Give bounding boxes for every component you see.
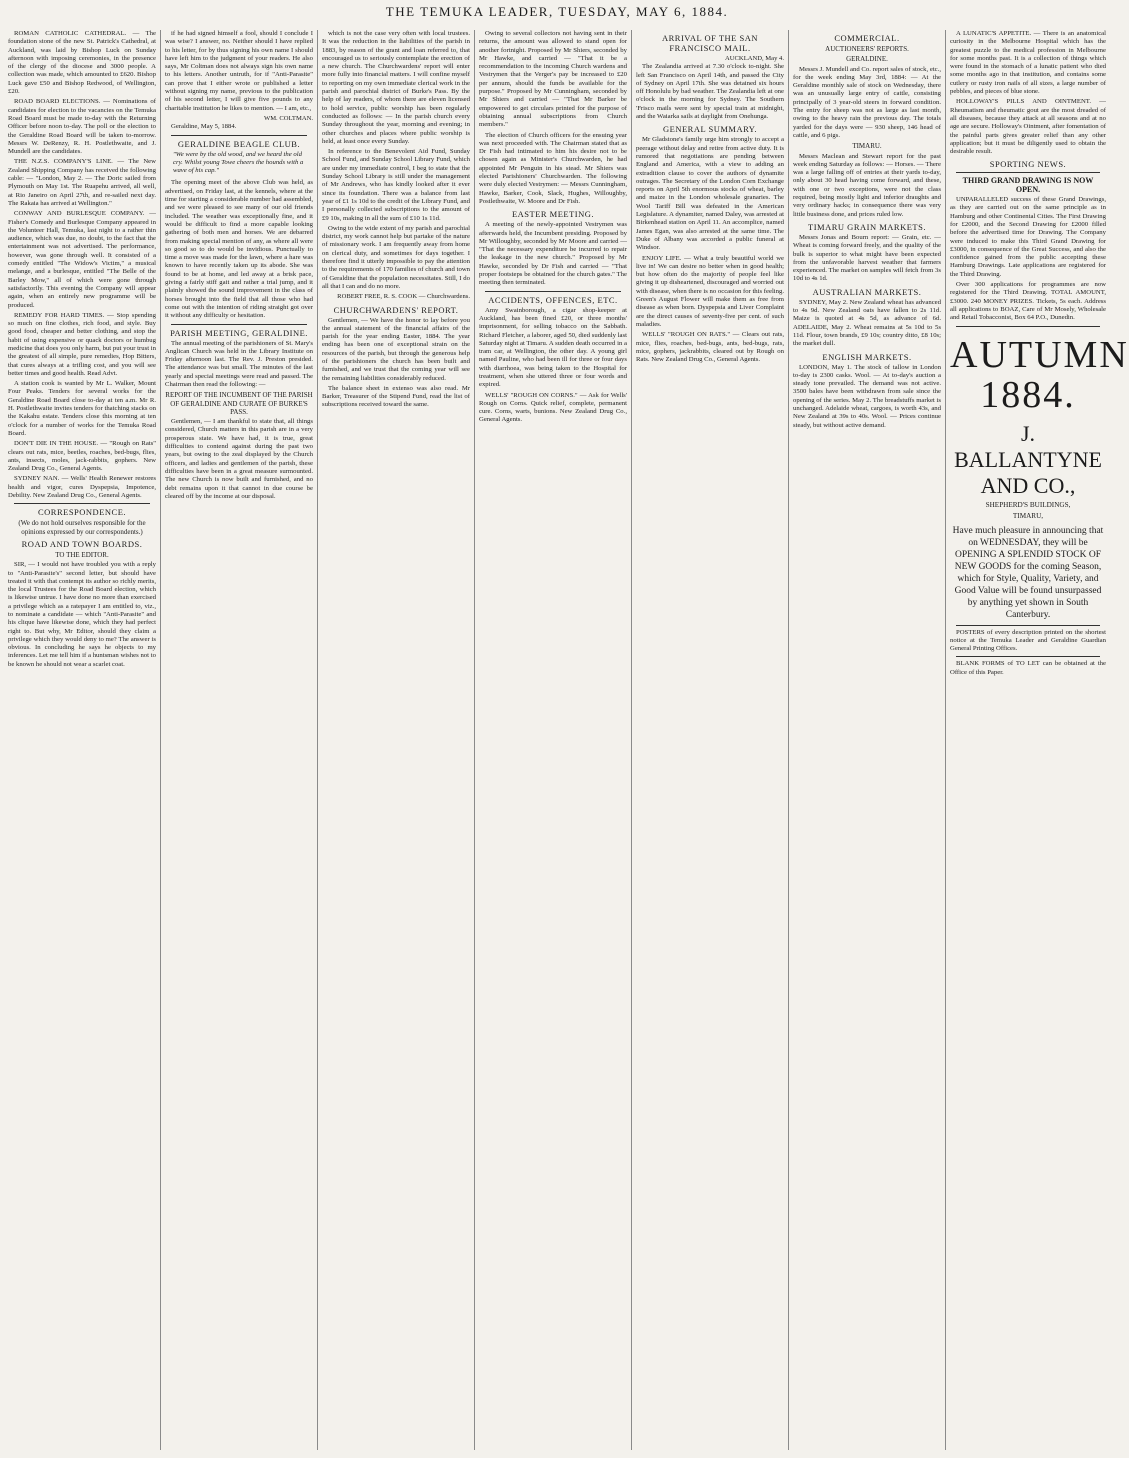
report-signature: ROBERT FREE, R. S. COOK — Churchwardens. (337, 293, 470, 301)
section-heading-accidents: ACCIDENTS, OFFENCES, ETC. (488, 294, 618, 305)
section-heading-beagle-club: GERALDINE BEAGLE CLUB. (177, 138, 301, 149)
section-heading-vestry-meeting: EASTER MEETING. (511, 209, 595, 220)
divider (171, 324, 307, 325)
advert-holloway: HOLLOWAY'S PILLS AND OINTMENT. — Rheumatism and rheumatic gout are the most dreaded of all diseases, because they attack at all seasons and at no age are secure. Holloway's Ointment, after fomentation of the painful parts gives greater relief than any other application; but it must be diligently used to obtain the desirable result. (950, 98, 1106, 156)
report-english-markets: LONDON, May 1. The stock of tallow in London to-day is 2300 casks. Wool. — At to-day's auction a steady tone prevailed. The demand was not active. 3500 bales have been withdrawn from sale since the opening of the series. May 2. The breadstuffs market is unchanged. Adelaide wheat, cargoes, is worth 43s, and New Zealand at 39s to 40s. Wool. — Prices continue steady, but without active demand. (793, 363, 941, 429)
letter-salutation: TO THE EDITOR. (55, 550, 109, 559)
section-heading-grain-markets: TIMARU GRAIN MARKETS. (808, 221, 926, 232)
report-geraldine-stock: Messrs J. Mundell and Co. report sales of stock, etc., for the week ending May 3rd, 1884: — At the Geraldine monthly sale of stock on Wednesday, there was an unusually large entry of cattle, consisting principally of 3 year-old steers in forward condition. The entry for sheep was not as large as last month, owing to the heavy rain the previous day. The totals yarded for the days were — 930 sheep, 146 head of cattle, and 6 pigs. (793, 65, 941, 139)
article-remedy: REMEDY FOR HARD TIMES. — Stop spending so much on fine clothes, rich food, and style. Buy good food, cheaper and better clothing, and stop the habit of using expensive or quack doctors or humbug medicine that does you only harm, but put your trust in the greatest of all simple, pure remedies, Hop Bitters, that cures always at a trifling cost, and you will see better times and good health. Read Advt. (8, 311, 156, 377)
divider (956, 656, 1100, 657)
divider (956, 625, 1100, 626)
column-1 (8, 30, 156, 1450)
advert-firm-name: J. BALLANTYNE AND CO., (954, 420, 1102, 498)
article-mail-arrival: The Zealandia arrived at 7.30 o'clock to-night. She left San Francisco on April 14th, and passed the City of Sydney on April 17th. She was detained six hours off Honolulu by bad weather. The Zealandia left at one o'clock in the morning for Sydney. The Southern 'Frisco mails were sent by special train at midnight, and the Waiarka sails at daylight from Onehunga. (636, 63, 784, 121)
report-funds: In reference to the Benevolent Aid Fund, Sunday School Fund, and Sunday School Library Fund, which are under my immediate control, I beg to state that the Sunday School Library is still under the management of Mr Andrews, who has kindly looked after it ever since its foundation. There was a balance from last year of £1 1s 10d to the credit of the Library Fund, and I personally collected subscriptions to the amount of £9 10s, making in all the sum of £10 1s 11d. (322, 148, 470, 222)
advert-enjoy-life: ENJOY LIFE. — What a truly beautiful world we live in! We can desire no better when in good health; but how often do the majority of people feel like giving it up disheartened, discouraged and worried out with disease, when there is no occasion for this feeling. Green's August Flower will make them as free from disease as when born. Dyspepsia and Liver Complaint are the direct causes of seventy-five per cent. of such maladies. (636, 254, 785, 328)
letter-signature: WM. COLTMAN. (263, 114, 313, 122)
report-grain-markets: Messrs Jonas and Bourn report: — Grain, etc. — Wheat is coming forward freely, and the quality of the bulk is superior to what might have been expected from the unfavorable harvest weather that farmers experienced. The market on samples will fetch from 3s 10d to 4s 1d. (793, 233, 941, 283)
column-4 (479, 30, 627, 1450)
advert-posters: POSTERS of every description printed on the shortest notice at the Temuka Leader and Geraldine Guardian General Printing Offices. (950, 628, 1106, 653)
vestry-meeting: A meeting of the newly-appointed Vestrymen was afterwards held, the Incumbent presiding. Proposed by Mr Willoughby, seconded by Mr Moore and carried — "That the necessary expenditure be incurred to repair the leakage in the new church." Proposed by Mr Hawke, seconded by Dr Fish and carried — "That proper footsteps be obtained for the church gates." The meeting then terminated. (479, 221, 627, 287)
report-australian-markets: SYDNEY, May 2. New Zealand wheat has advanced to 4s 9d. New Zealand oats have fallen to 2s 11d. Maize is quoted at 4s 5d, as advance of 6d. ADELAIDE, May 2. Wheat remains at 5s 10d to 5s 11d. Flour, town brands, £9 10s; country ditto, £8 10s; the market dull. (793, 298, 941, 348)
column-rule (788, 30, 789, 1450)
column-5 (636, 30, 784, 1450)
report-continued: which is not the case very often with local trustees. It was the reduction in the liabilities of the parish in 1883, by reason of the grant and loan referred to, that encouraged us to seriously contemplate the erection of a new church. The Churchwardens' report will enter more fully into financial matters. I will confine myself to reporting on my own immediate clerical work in the parish and parochial district of Burke's Pass. By the help of lay readers, of whom there are eleven licensed to hold service, public worship has been regularly conducted as follows: — In the parish church every Sunday throughout the year, morning and evening; in other churches and places where public worship is held, at least once every Sunday. (322, 30, 470, 145)
article-road-board: ROAD BOARD ELECTIONS. — Nominations of candidates for election to the vacancies on the Temuka Road Board must be made to-day with the Returning Officer before noon to-day. The poll or the election to the Geraldine Road Board will be taken to-morrow. Messrs W. DeRenzy, R. H. Postlethwaite, and J. Mundell are the candidates. (8, 98, 156, 156)
balance-sheet-note: The balance sheet in extenso was also read. Mr Barker, Treasurer of the Stipend Fund, read the list of subscriptions received toward the same. (322, 384, 470, 409)
advert-health-renewer: SYDNEY NAN. — Wells' Health Renewer restores health and vigor, cures Dyspepsia, Impotence, Debility. New Zealand Drug Co., General Agents. (8, 475, 156, 500)
section-heading-general-summary: GENERAL SUMMARY. (663, 124, 757, 135)
advert-autumn-heading: AUTUMN 1884. (950, 333, 1129, 416)
article-comedy: CONWAY AND BURLESQUE COMPANY. — Fisher's Comedy and Burlesque Company appeared in the Volunteer Hall, Temuka, last night to a rather thin audience, which was due, no doubt, to the fact that the entertainment was not advertised. The performance, however, was gone through well. It consisted of a comedy entitled "The Widow's Victim," a musical melange, and a burlesque, entitled "The Belle of the Barley Mow," all of which were gone through satisfactorily. This evening the Company will appear again, when an entirely new programme will be produced. (8, 210, 156, 309)
report-timaru-stock: Messrs Maclean and Stewart report for the past week ending Saturday as follows: — Horses. — There was a large falling off of entries at their yards to-day, only about 30 head having come forward, and these, with one or two exceptions, were not the class required, being mostly light and inferior draughts and very ordinary hacks; in consequence there was very little business done, and prices ruled low. (793, 152, 941, 218)
letter-date: Geraldine, May 5, 1884. (171, 123, 237, 131)
meeting-elections: The election of Church officers for the ensuing year was next proceeded with. The Chairman stated that as Dr Fish had intimated to him his desire not to be chosen again as Minister's Churchwarden, he had appointed Mr Penguin in his stead. Mr Shiers was elected Parishioners' Churchwarden. The following were duly elected Vestrymen: — Messrs Cunningham, Hawke, Barker, Cook, Slack, Hughes, Willoughby, Postlethwaite, W. Moore and Dr Fish. (479, 131, 627, 205)
article-catholic: ROMAN CATHOLIC CATHEDRAL. — The foundation stone of the new St. Patrick's Cathedral, at Auckland, was laid by Bishop Luck on Sunday afternoon with imposing ceremonies, in the presence of the clergy of the diocese and 3000 people. A collection was made, which amounted to £620. Bishop Luck gave £50 and Bishop Redwood, of Wellington, £20. (8, 30, 156, 96)
divider (956, 326, 1100, 327)
divider (485, 291, 621, 292)
advert-firm-town: TIMARU, (1012, 511, 1044, 520)
column-rule (160, 30, 161, 1450)
article-parish-meeting: The annual meeting of the parishioners of St. Mary's Anglican Church was held in the Library Institute on Friday afternoon last. The Rev. J. Preston presided. The attendance was but small. The minutes of the last yearly and special meetings were read and passed. The Chairman then read the following: — (165, 339, 313, 388)
advert-rough-on-corns: WELLS' "ROUGH ON CORNS." — Ask for Wells' Rough on Corns. Quick relief, complete, permanent cure. Corns, warts, bunions. New Zealand Drug Co., General Agents. (479, 391, 627, 424)
advert-rough-on-rats: DON'T DIE IN THE HOUSE. — "Rough on Rats" clears out rats, mice, beetles, roaches, bed-bugs, flies, ants, insects, moles, jack-rabbits, gophers. New Zealand Drug Co., General Agents. (8, 440, 156, 473)
subheading-auctioneers: AUCTIONEERS' REPORTS. (825, 45, 909, 53)
column-rule (474, 30, 475, 1450)
article-nzs-company: THE N.Z.S. COMPANY'S LINE. — The New Zealand Shipping Company has received the following cable: — "London, May 2. — The Doric sailed from Plymouth on May 1st. The Ruapehu arrived, all well, at Rio Janeiro on April 27th, and re-sailed next day. The Rakaia has arrived at Wellington." (8, 158, 156, 207)
meeting-resolutions: Owing to several collectors not having sent in their returns, the amount was allowed to stand open for another fortnight. Proposed by Mr Shiers, seconded by Mr Hawke, and carried — "That it be a recommendation to the incoming Church wardens and Vestrymen that the Verger's pay be increased to £20 per annum, should the funds be available for the purpose." Proposed by Mr Cunningham, seconded by Mr Shiers and carried — "That Mr Barker be empowered to get circulars printed for the purpose of obtaining annual subscriptions from Church members." (479, 30, 627, 129)
column-rule (945, 30, 946, 1450)
column-rule (317, 30, 318, 1450)
section-heading-english-markets: ENGLISH MARKETS. (822, 351, 912, 362)
section-heading-mail-arrival: ARRIVAL OF THE SAN FRANCISCO MAIL. (662, 33, 758, 53)
section-heading-sporting: SPORTING NEWS. (989, 159, 1067, 170)
drawing-body: UNPARALLELED success of these Grand Drawings, as they are carried out on the same principle as in Hamburg and other Continental Cities. The First Drawing for £2000, and the Second Drawing for £2000 filled before the advertised time for Drawing. The Company were induced to make this Third Grand Drawing for £3000, in consequence of the Great Success, and also the confidence gained from the public accepting these Hamburg Drawings. Late applications are registered for the Third Drawing. (950, 196, 1106, 278)
column-7 (950, 30, 1129, 1450)
dateline: AUCKLAND, May 4. (725, 55, 784, 62)
subheading-geraldine: GERALDINE. (846, 55, 888, 64)
letter-title: ROAD AND TOWN BOARDS. (21, 538, 143, 549)
incumbent-report: Gentlemen, — I am thankful to state that, all things considered, Church matters in this parish are in a very prosperous state. We have had, it is true, great difficulties to contend against during the past two years, but owing to the zeal displayed by the Church officers, and ladies and gentlemen of the parish, these difficulties have been in a great measure surmounted. The new Church is now built and furnished, and no debt remains upon it that cannot in due course be cleared off by the income at our disposal. (165, 418, 313, 500)
advert-firm-body: Have much pleasure in announcing that on WEDNESDAY, they will be OPENING A SPLENDID STOCK OF NEW GOODS for the coming Season, which for Style, Quality, Variety, and Good Value will be found unsurpassed by anything yet shown in South Canterbury. (952, 525, 1104, 620)
column-6 (793, 30, 941, 1450)
masthead: THE TEMUKA LEADER, TUESDAY, MAY 6, 1884. (385, 4, 729, 19)
column-3 (322, 30, 470, 1450)
article-lunatic-appetite: A LUNATIC'S APPETITE. — There is an anatomical curiosity in the Melbourne Hospital which has the greatest puzzle to the medical profession in Melbourne for some months past. It is a collection of things which were found in the stomach of a lunatic patient who died some months ago in that institution, and contains some cutlery or rusty iron nails of all sizes, a large number of pebbles, and pieces of blue stone. (950, 30, 1106, 96)
divider (956, 172, 1100, 173)
article-accidents: Amy Swainborough, a cigar shop-keeper at Auckland, has been fined £20, or three months' imprisonment, for selling tobacco on the Sabbath. Richard Fletcher, a laborer, aged 50, died suddenly last Saturday night at Timaru. A sudden death occurred in a tram car, at Wellington, the other day. A young girl named Pauline, who had been ill for three or four days with diarrhoea, was being taken to the Hospital for treatment, when she uttered three or four words and expired. (479, 306, 627, 389)
column-rule (631, 30, 632, 1450)
section-heading-correspondence: CORRESPONDENCE. (37, 507, 127, 518)
advert-blank-forms: BLANK FORMS of TO LET can be obtained at the Office of this Paper. (950, 660, 1106, 676)
drawing-heading: THIRD GRAND DRAWING IS NOW OPEN. (962, 176, 1094, 194)
divider (14, 503, 150, 504)
section-heading-parish-meeting: PARISH MEETING, GERALDINE. (170, 327, 308, 338)
advert-firm-building: SHEPHERD'S BUILDINGS, (985, 500, 1071, 509)
churchwardens-report: Gentlemen, — We have the honor to lay before you the annual statement of the financial affairs of the parish for the year ending Easter, 1884. The year ending has been one of exceptional strain on the resources of the parish, but through the generous help of the parishioners the church has been built and furnished, and we trust that the coming year will see the remaining liabilities considerably reduced. (322, 316, 470, 382)
section-heading-commercial: COMMERCIAL. (834, 33, 900, 43)
article-notices: A station cook is wanted by Mr L. Walker, Mount Four Peaks. Tenders for several works for the Geraldine Road Board close to-day at ten a.m. Mr R. H. Postlethwaite invites tenders for thatching stacks on the Kakahu estate. Tenders close this morning at ten o'clock for a number of works for the Temuka Road Board. (8, 380, 156, 437)
section-heading-churchwardens: CHURCHWARDENS' REPORT. (333, 304, 459, 315)
report-district: Owing to the wide extent of my parish and parochial district, my work cannot help but partake of the nature of missionary work. I am frequently away from home on clerical duty, and sometimes for days together. I therefore find it utterly impossible to pay the attention to the requirements of 170 families of church and town of Geraldine that the population necessitates. Still, I do all that I can and do no more. (322, 224, 470, 290)
divider (171, 135, 307, 136)
beagle-verse: "We were by the old wood, and we heard the old cry. Whilst young Towe cheers the hounds with a wave of his cap." (173, 150, 304, 175)
article-general-summary: Mr Gladstone's family urge him strongly to accept a peerage without delay and retire from active duty. It is rumored that negotiations are pending between England and America, with a view to adding an extradition clause to cover the authors of dynamite outrages. The Secretary of the London Corn Exchange reports on April 5th enormous stocks of wheat, barley and maize in the London wholesale granaries. The Wool Tariff Bill was defeated in the American Legislature. A dynamiter, named Daley, was arrested at Birkenhead station on April 11. An accomplice, named James Egan, was also arrested at the same time. The Duke of Albany was accorded a public funeral at Windsor. (636, 136, 784, 252)
drawing-prizes: Over 300 applications for programmes are now registered for the Third Drawing. TOTAL AMOUNT, £3000. 240 MONEY PRIZES. Tickets, 5s each. Address all applications to BOAZ, Care of Mr Mosely, Wholesale and Retail Tobacconist, Box 64 P.O., Dunedin. (950, 281, 1106, 322)
letter-continuation: if he had signed himself a fool, should I conclude I was wise? I answer, no. Neither should I have replied to his letter, for by thus signing his own name I should have left him to the judgment of your readers. He also says, Mr Coltman does not always sign his own name to his letters. Another untruth, for if "Anti-Parasite" can prove that I either wrote or published a letter without signing my name, previous to the publication of his second letter, I will give five pounds to any charitable institution he likes to mention. — I am, etc., (165, 30, 313, 112)
article-beagle-club: The opening meet of the above Club was held, as advertised, on Friday last, at the kennels, where at the time for starting a considerable number had assembled, and we were pleased to see many of our old friends included. The weather was exceptionally fine, and it would be difficult to find a more capable looking gathering of both men and horses. We are debarred from making special mention of any, as where all were so good so to do would be invidious. Punctually to time a move was made for the lawn, where a hare was known to have recently taken up its abode. She was found to be at home, and led away at a brisk pace, giving a fairly stiff gait and rather a trial jump, and it plainly showed the sound improvement in the class of horses brought into the field that all those who had come out with the intention of riding straight got over it without any difficulty or hesitation. (165, 179, 313, 320)
column-2 (165, 30, 313, 1450)
correspondence-note: (We do not hold ourselves responsible for the opinions expressed by our correspondents.) (18, 519, 146, 536)
section-heading-australian-markets: AUSTRALIAN MARKETS. (812, 286, 922, 297)
letter-body: SIR, — I would not have troubled you with a reply to "Anti-Parasite's" second letter, but should have treated it with that contempt its author so richly merits, the local Trustees for the Road Board election, which is likewise untrue. I have done no more than exercised a privilege which as a ratepayer I am entitled to, viz., to nominate a candidate — which "Anti-Parasite" and his clique have likewise done, which they had perfect right to. But why, Mr Editor, should they claim a privilege which they would deny to me? The answer is obvious. In concluding he says he objects to my inferences. Let me tell him if a huntsman wishes not to be known he should not wear a scarlet coat. (8, 561, 156, 668)
advert-rough-on-rats-2: WELLS' "ROUGH ON RATS." — Clears out rats, mice, flies, roaches, bed-bugs, ants, bed-bugs, rats, mice, gophers, jackrabbits, cleared out by Rough on Rats. New Zealand Drug Co., General Agents. (636, 331, 784, 364)
subheading-timaru: TIMARU. (852, 142, 882, 151)
report-heading: REPORT OF THE INCUMBENT OF THE PARISH OF GERALDINE AND CURATE OF BURKE'S PASS. (165, 391, 313, 416)
